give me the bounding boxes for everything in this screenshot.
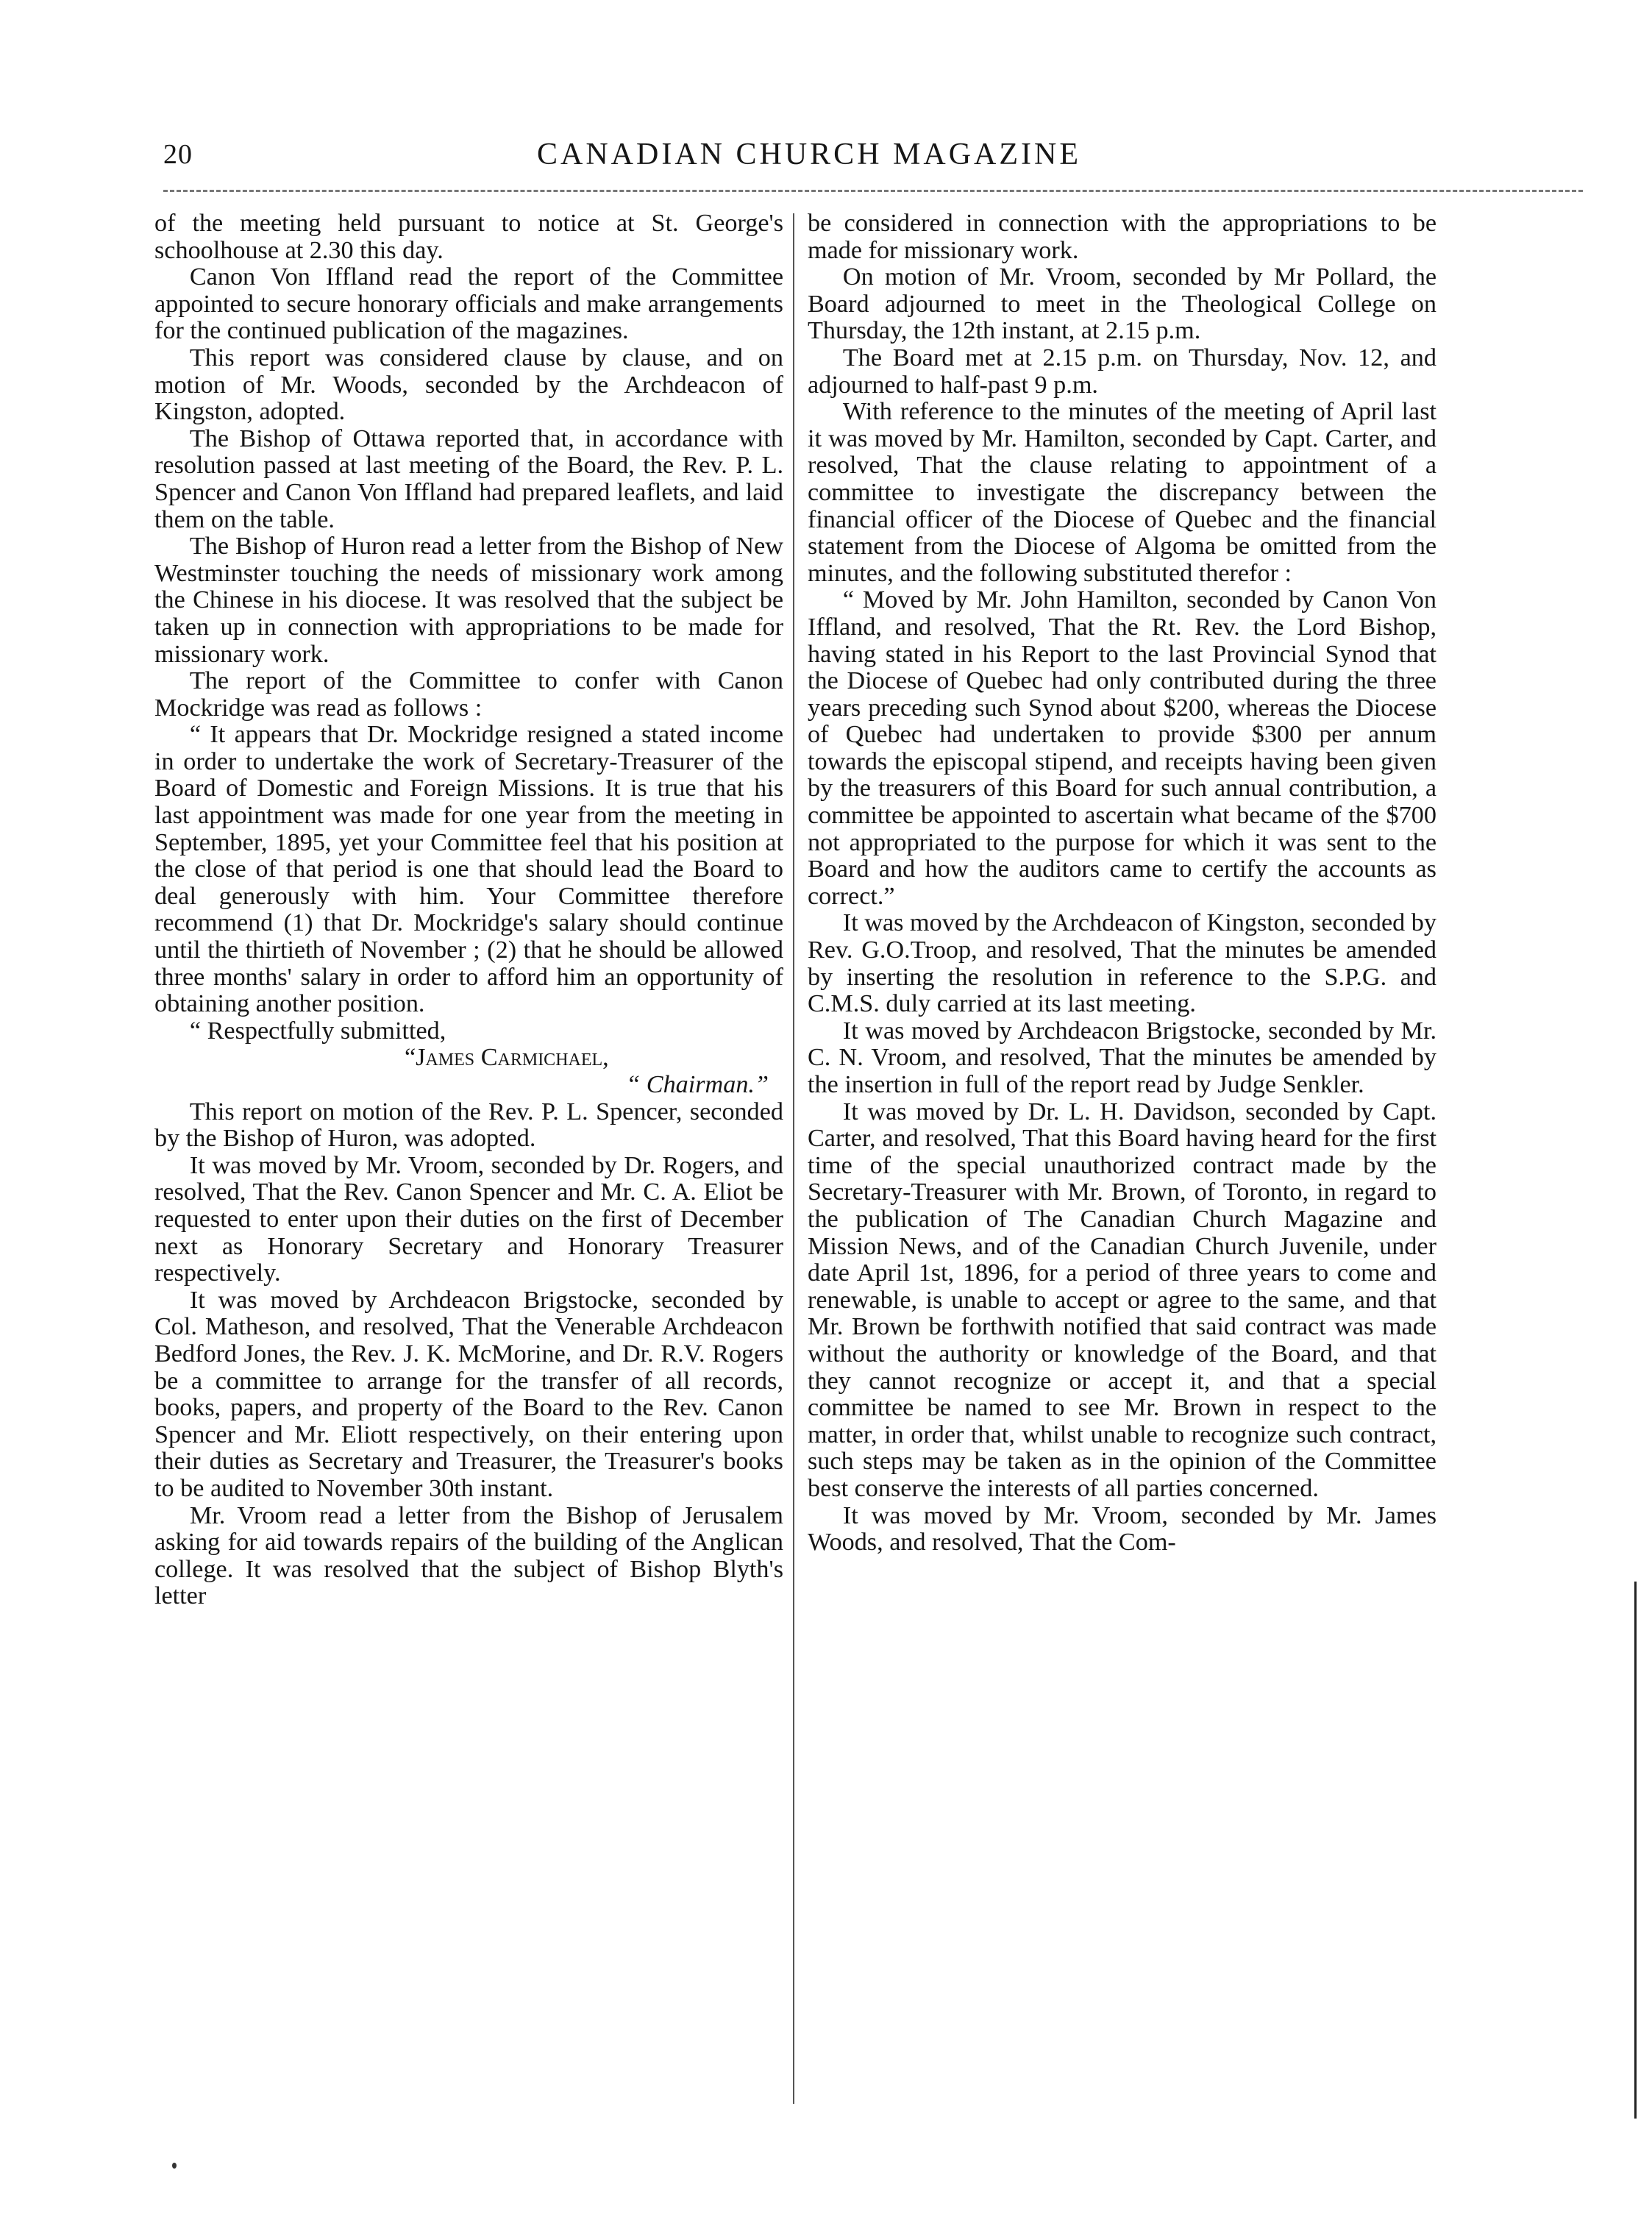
right-column [808,210,1436,1557]
paragraph: The Board met at 2.15 p.m. on Thursday, Nov. 12, and adjourned to half-past 9 p.m. [808,344,1436,399]
paragraph: The Bishop of Ottawa reported that, in accordance with resolution passed at last meeting of the Board, the Rev. P. L. Spencer and Canon Von Iffland had prepared leaflets, and laid them on the table. [154,424,783,533]
paragraph: It was moved by the Archdeacon of Kingston, seconded by Rev. G.O.Troop, and resolved, That the minutes be amended by inserting the resolution in reference to the S.P.G. and C.M.S. duly carried at its last meeting. [808,909,1436,1018]
paragraph: It was moved by Archdeacon Brigstocke, seconded by Col. Matheson, and resolved, That the Venerable Archdeacon Bedford Jones, the Rev. J. K. McMorine, and Dr. R.V. Rogers be a committee to arrange for the transfer of all records, books, papers, and property of the Board to the Rev. Canon Spencer and Mr. Eliott respectively, on their entering upon their duties as Secretary and Treasurer, the Treasurer's books to be audited to November 30th instant. [154,1286,783,1502]
paragraph: Mr. Vroom read a letter from the Bishop of Jerusalem asking for aid towards repairs of the building of the Anglican college. It was resolved that the subject of Bishop Blyth's letter [154,1501,783,1610]
page-number: 20 [163,139,193,170]
paragraph: It was moved by Mr. Vroom, seconded by Mr. James Woods, and resolved, That the Com- [808,1501,1436,1557]
ink-dot [172,2163,177,2169]
paragraph: It was moved by Dr. L. H. Davidson, seconded by Capt. Carter, and resolved, That this Board having heard for the first time of the special unauthorized contract made by the Secretary-Treasurer with Mr. Brown, of Toronto, in regard to the publication of The Canadian Church Magazine and Mission News, and of the Canadian Church Juvenile, under date April 1st, 1896, for a period of three years to come and renewable, is unable to accept or agree to the same, and that Mr. Brown be forthwith notified that said contract was made without the authority or knowledge of the Board, and that they cannot recognize or accept it, and that a special committee be named to see Mr. Brown in respect to the matter, in order that, whilst unable to recognize such contract, such steps may be taken as in the opinion of the Committee best conserve the interests of all parties concerned. [808,1098,1436,1502]
paragraph: This report was considered clause by clause, and on motion of Mr. Woods, seconded by the Archdeacon of Kingston, adopted. [154,344,783,426]
signature-name: “James Carmichael, [405,1044,609,1072]
paragraph: On motion of Mr. Vroom, seconded by Mr Pollard, the Board adjourned to meet in the Theological College on Thursday, the 12th instant, at 2.15 p.m. [808,263,1436,345]
signature-title: “ Chairman.” [626,1071,769,1098]
column-divider [793,213,794,2104]
report-closing: “ Respectfully submitted, [189,1017,446,1045]
running-head: CANADIAN CHURCH MAGAZINE [537,138,1081,171]
paragraph: It was moved by Archdeacon Brigstocke, seconded by Mr. C. N. Vroom, and resolved, That the minutes be amended by the insertion in full of the report read by Judge Senkler. [808,1017,1436,1098]
header-rule [163,190,1583,192]
quoted-report: “ It appears that Dr. Mockridge resigned a stated income in order to undertake the work of Secretary-Treasurer of the Board of Domestic and Foreign Missions. It is true that his last appointment was made for one year from the meeting in September, 1895, yet your Committee feel that his position at the close of that period is one that should lead the Board to deal generously with him. Your Committee therefore recommend (1) that Dr. Mockridge's salary should continue until the thirtieth of November ; (2) that he should be allowed three months' salary in order to afford him an opportunity of obtaining another position. [154,721,783,1018]
paragraph: It was moved by Mr. Vroom, seconded by Dr. Rogers, and resolved, That the Rev. Canon Spencer and Mr. C. A. Eliot be requested to enter upon their duties on the first of December next as Honorary Secretary and Honorary Treasurer respectively. [154,1151,783,1287]
paragraph: of the meeting held pursuant to notice at St. George's schoolhouse at 2.30 this day. [154,210,783,264]
paragraph: With reference to the minutes of the meeting of April last it was moved by Mr. Hamilton, seconded by Capt. Carter, and resolved, That the clause relating to appointment of a committee to investigate the discrepancy between the financial officer of the Diocese of Quebec and the financial statement from the Diocese of Algoma be omitted from the minutes, and the following substituted therefor : [808,398,1436,587]
quoted-motion: “ Moved by Mr. John Hamilton, seconded by Canon Von Iffland, and resolved, That the Rt. Rev. the Lord Bishop, having stated in his Report to the last Provincial Synod that the Diocese of Quebec had only contributed during the three years preceding such Synod about $200, whereas the Diocese of Quebec had undertaken to provide $300 per annum towards the episcopal stipend, and receipts having been given by the treasurers of this Board for such annual contribution, a committee be appointed to ascertain what became of the $700 not appropriated to the purpose for which it was sent to the Board and how the auditors came to certify the accounts as correct.” [808,586,1436,910]
paragraph: The Bishop of Huron read a letter from the Bishop of New Westminster touching the needs of missionary work among the Chinese in his diocese. It was resolved that the subject be taken up in connection with appropriations to be made for missionary work. [154,533,783,668]
left-column [154,210,783,1610]
paragraph: be considered in connection with the appropriations to be made for missionary work. [808,210,1436,264]
margin-mark [1634,1582,1637,2119]
paragraph: Canon Von Iffland read the report of the Committee appointed to secure honorary officials and make arrangements for the continued publication of the magazines. [154,263,783,345]
paragraph: The report of the Committee to confer with Canon Mockridge was read as follows : [154,667,783,722]
paragraph: This report on motion of the Rev. P. L. Spencer, seconded by the Bishop of Huron, was adopted. [154,1098,783,1153]
